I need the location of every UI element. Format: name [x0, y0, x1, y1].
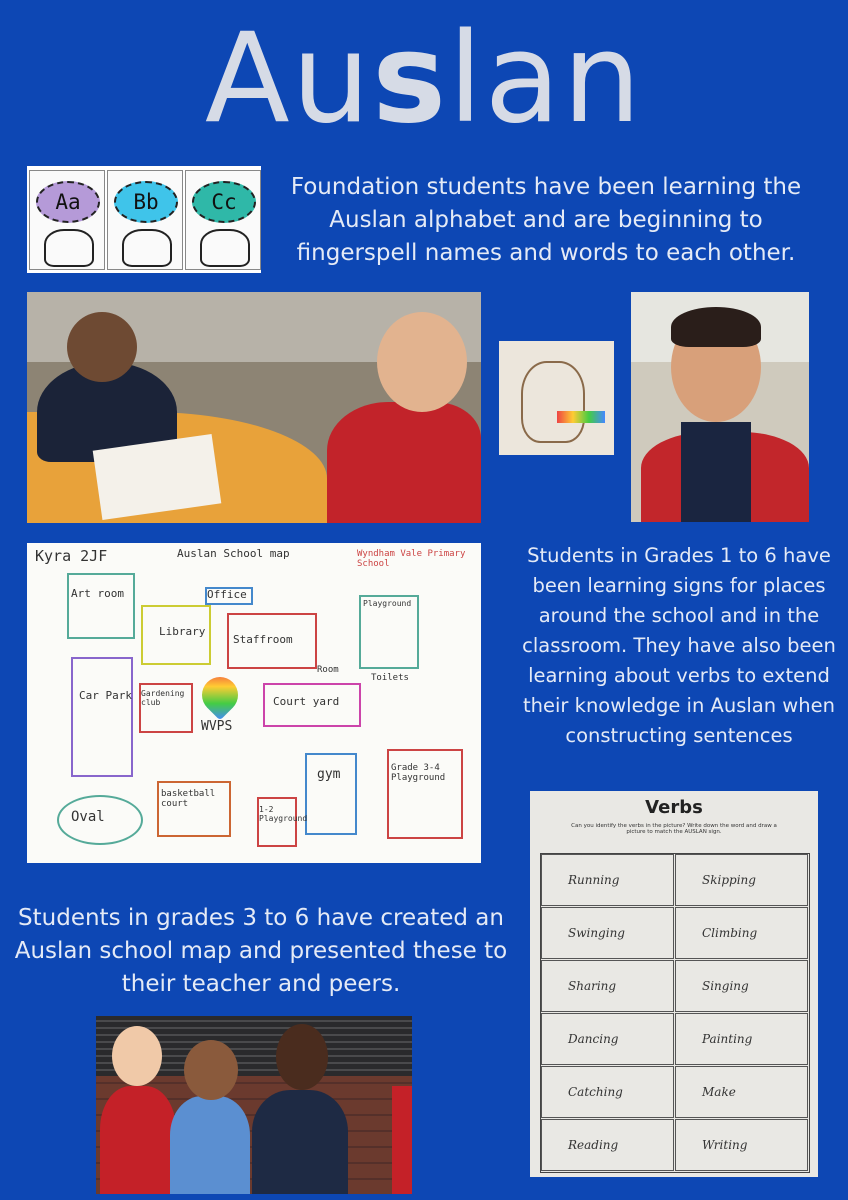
verb-cell: Climbing — [675, 907, 808, 959]
school-map-image — [27, 543, 481, 863]
map-label-toilets: Toilets — [371, 673, 409, 683]
verb-cell: Writing — [675, 1119, 808, 1171]
hand-sign-icon — [200, 229, 250, 267]
alphabet-card-a — [29, 170, 105, 270]
alphabet-card-c — [185, 170, 261, 270]
map-label-basketball: basketball court — [161, 789, 216, 809]
photo-boy-vest — [681, 422, 751, 522]
map-label-room: Room — [317, 665, 339, 675]
map-label-grade-3-4: Grade 3-4 Playground — [391, 763, 446, 783]
photo-boy-left-head — [67, 312, 137, 382]
hand-drawing-photo — [499, 341, 614, 455]
photo-student-2 — [170, 1096, 250, 1194]
photo-boy-right — [327, 402, 481, 523]
foundation-paragraph: Foundation students have been learning the Auslan alphabet and are beginning to fingerspell names and words to each other. — [290, 174, 802, 266]
map-art-room — [67, 573, 135, 639]
map-label-gym: gym — [317, 767, 341, 782]
students-signing-photo — [96, 1016, 412, 1194]
map-car-park — [71, 657, 133, 777]
map-label-library: Library — [159, 625, 206, 638]
map-label-wvps: WVPS — [201, 719, 233, 734]
map-student-name: Kyra 2JF — [35, 547, 108, 565]
hand-sign-icon — [44, 229, 94, 267]
alphabet-cards-image — [27, 166, 261, 273]
title-part-lan: lan — [448, 7, 644, 151]
verb-cell: Swinging — [541, 907, 674, 959]
map-label-office: Office — [207, 588, 247, 601]
drawn-hand-outline — [521, 361, 585, 443]
photo-boy-hair — [671, 307, 761, 347]
verbs-title: Verbs — [645, 797, 703, 818]
letter-oval-c: Cc — [192, 181, 256, 223]
map-school-name: Wyndham Vale Primary School — [357, 549, 466, 569]
grades-3-6-paragraph: Students in grades 3 to 6 have created an Auslan school map and presented these to their teacher and peers. — [14, 905, 508, 997]
verbs-instructions: Can you identify the verbs in the picture? Write down the word and draw a picture to match the AUSLAN sign. — [571, 823, 777, 835]
classroom-photo-signing — [27, 292, 481, 523]
map-label-1-2: 1-2 Playground — [259, 805, 308, 823]
verbs-worksheet-image — [530, 791, 818, 1177]
map-label-art-room: Art room — [71, 587, 124, 600]
verb-cell: Singing — [675, 960, 808, 1012]
map-label-playground: Playground — [363, 599, 412, 608]
photo-boy-right-head — [377, 312, 467, 412]
verb-cell: Reading — [541, 1119, 674, 1171]
map-label-car-park: Car Park — [79, 689, 132, 702]
map-label-court-yard: Court yard — [273, 695, 340, 708]
hand-sign-icon — [122, 229, 172, 267]
title-part-s: s — [372, 7, 449, 151]
map-label-oval: Oval — [71, 809, 105, 825]
photo-student-1 — [100, 1086, 176, 1194]
title-part-au: Au — [204, 7, 373, 151]
alphabet-card-b — [107, 170, 183, 270]
verb-cell: Make — [675, 1066, 808, 1118]
photo-student-3-head — [276, 1024, 328, 1090]
verb-cell: Dancing — [541, 1013, 674, 1065]
photo-student-1-head — [112, 1026, 162, 1086]
verb-cell: Catching — [541, 1066, 674, 1118]
page-title — [0, 4, 848, 154]
verb-cell: Painting — [675, 1013, 808, 1065]
verbs-grid — [540, 853, 810, 1173]
map-heading: Auslan School map — [177, 547, 290, 560]
map-label-gardening: Gardening club — [141, 689, 185, 707]
verb-cell: Running — [541, 854, 674, 906]
letter-oval-a: Aa — [36, 181, 100, 223]
boy-signing-photo — [631, 292, 809, 522]
letter-oval-b: Bb — [114, 181, 178, 223]
photo-student-3 — [252, 1090, 348, 1194]
map-gym — [305, 753, 357, 835]
verb-cell: Skipping — [675, 854, 808, 906]
verb-cell: Sharing — [541, 960, 674, 1012]
heart-icon — [195, 670, 246, 721]
photo-student-4 — [392, 1086, 412, 1194]
photo-student-2-head — [184, 1040, 238, 1100]
grades-1-6-paragraph: Students in Grades 1 to 6 have been learning signs for places around the school and in the classroom. They have also been learning about verbs to extend their knowledge in Auslan when constructing sentences — [522, 544, 836, 747]
drawn-colour-strip — [557, 411, 605, 423]
map-label-staffroom: Staffroom — [233, 633, 293, 646]
